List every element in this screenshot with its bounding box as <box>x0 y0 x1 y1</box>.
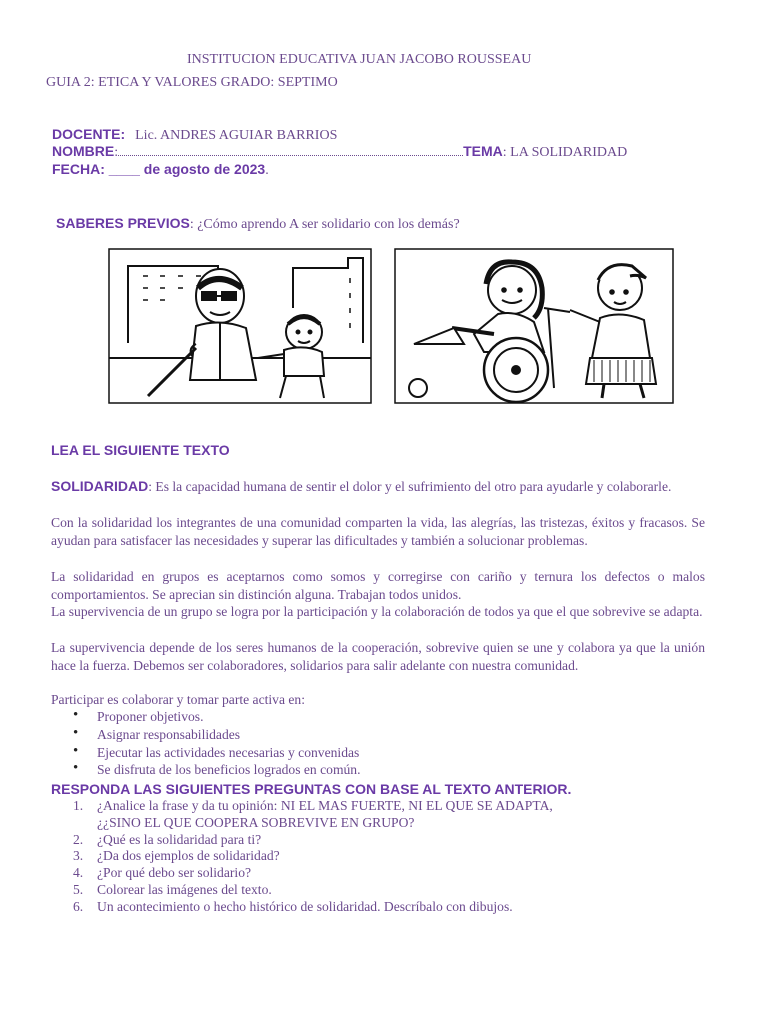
question-number: 1. <box>73 798 84 813</box>
question-item <box>51 798 553 832</box>
paragraph-3: La supervivencia de un grupo se logra por la participación y la colaboración de todos ya que el que sobrevive se adapta. <box>51 604 703 619</box>
list-item: • Se disfruta de los beneficios logrados en común. <box>51 761 361 779</box>
docente-line <box>52 126 337 144</box>
nombre-label: NOMBRE <box>52 143 115 159</box>
question-number: 6. <box>73 898 84 914</box>
list-item: • Asignar responsabilidades <box>51 726 361 744</box>
tema-value: : LA SOLIDARIDAD <box>502 145 628 160</box>
question-item <box>51 899 553 916</box>
paragraph-4: La supervivencia depende de los seres humanos de la cooperación, sobrevive quien se une y colabora ya que la unión hace la fuerza. Debemos ser colaboradores, solidarios para salir adelante con nuestra comunidad. <box>51 640 705 673</box>
fecha-end: . <box>265 163 269 178</box>
question-text: ¿Por qué debo ser solidario? <box>97 865 252 881</box>
blind-man-illustration <box>108 248 372 404</box>
question-text: ¿Da dos ejemplos de solidaridad? <box>97 848 280 864</box>
fecha-line <box>52 161 269 179</box>
reading-heading: LEA EL SIGUIENTE TEXTO <box>51 442 230 458</box>
question-text: Colorear las imágenes del texto. <box>97 881 272 897</box>
question-text: Un acontecimiento o hecho histórico de solidaridad. Descríbalo con dibujos. <box>97 898 513 914</box>
definition-text: : Es la capacidad humana de sentir el dolor y el sufrimiento del otro para ayudarle y colaborarle. <box>148 479 672 494</box>
nombre-line <box>52 143 627 161</box>
docente-label: DOCENTE: <box>52 126 126 142</box>
question-item <box>51 848 553 865</box>
list-item: • Ejecutar las actividades necesarias y convenidas <box>51 744 361 762</box>
question-number: 5. <box>73 881 84 897</box>
participation-list <box>51 708 361 779</box>
questions-heading: RESPONDA LAS SIGUIENTES PREGUNTAS CON BASE AL TEXTO ANTERIOR. <box>51 781 572 797</box>
docente-value: Lic. ANDRES AGUIAR BARRIOS <box>135 128 338 143</box>
paragraph-1: Con la solidaridad los integrantes de una comunidad comparten la vida, las alegrías, las tristezas, éxitos y fracasos. Se ayudan para satisfacer las necesidades y superar las dificultades y también a solucionar problemas. <box>51 515 705 548</box>
questions-list <box>51 798 553 916</box>
question-text-continued: ¿¿SINO EL QUE COOPERA SOBREVIVE EN GRUPO? <box>97 814 415 830</box>
wheelchair-illustration <box>394 248 674 404</box>
definition-paragraph <box>51 478 705 496</box>
guide-subtitle: GUIA 2: ETICA Y VALORES GRADO: SEPTIMO <box>46 75 338 90</box>
nombre-blank[interactable] <box>118 143 463 156</box>
question-item <box>51 882 553 899</box>
nombre-sep: : <box>114 145 119 160</box>
saberes-label: SABERES PREVIOS <box>56 215 190 231</box>
tema-label: TEMA <box>463 143 503 159</box>
participar-intro: Participar es colaborar y tomar parte activa en: <box>51 692 306 707</box>
institution-title: INSTITUCION EDUCATIVA JUAN JACOBO ROUSSEAU <box>187 52 532 67</box>
definition-term: SOLIDARIDAD <box>51 478 149 494</box>
question-text: ¿Analice la frase y da tu opinión: NI EL MAS FUERTE, NI EL QUE SE ADAPTA, <box>97 798 553 813</box>
fecha-label: FECHA: ____ de agosto de 2023 <box>52 161 266 177</box>
question-text: ¿Qué es la solidaridad para ti? <box>97 831 262 847</box>
saberes-question: : ¿Cómo aprendo A ser solidario con los demás? <box>189 217 460 232</box>
question-item <box>51 865 553 882</box>
question-number: 3. <box>73 848 84 864</box>
list-item: • Proponer objetivos. <box>51 708 361 726</box>
question-item <box>51 832 553 849</box>
question-number: 4. <box>73 865 84 881</box>
saberes-line <box>56 215 460 233</box>
paragraph-2: La solidaridad en grupos es aceptarnos como somos y corregirse con cariño y ternura los defectos o malos comportamientos. Se aprecian sin distinción alguna. Trabajan todos unidos. <box>51 569 705 602</box>
question-number: 2. <box>73 831 84 847</box>
